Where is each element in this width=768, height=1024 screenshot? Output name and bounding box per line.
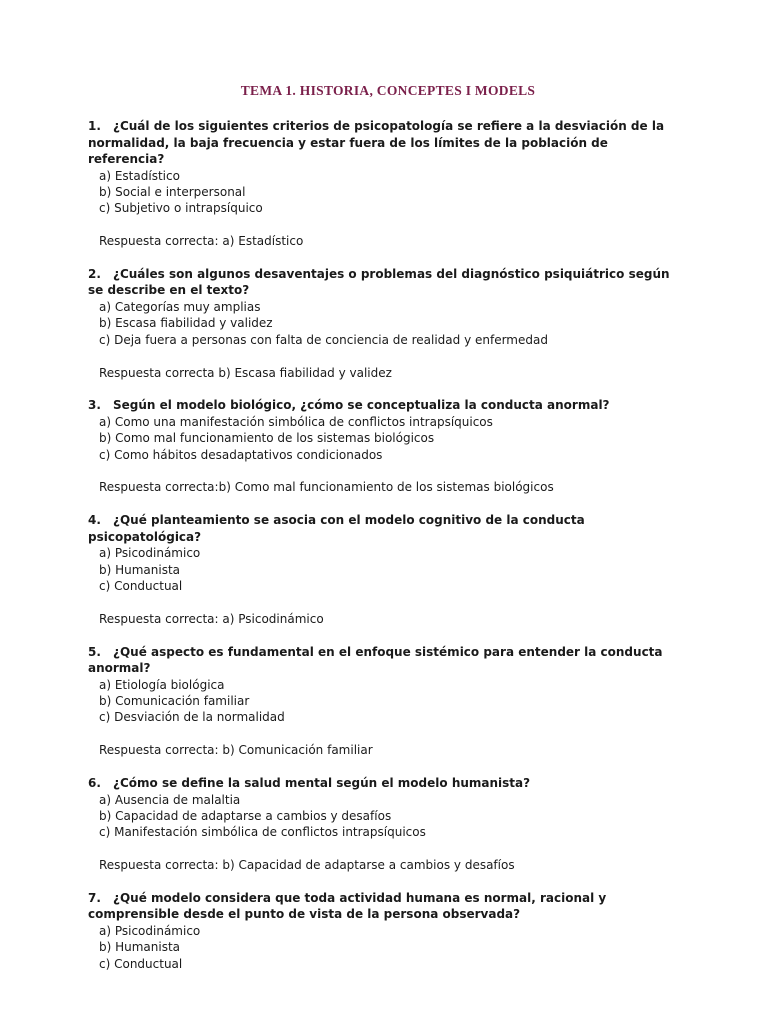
option-list bbox=[99, 168, 688, 217]
option-item: c) Deja fuera a personas con falta de conciencia de realidad y enfermedad bbox=[99, 332, 548, 347]
question-statement: ¿Cuál de los siguientes criterios de psicopatología se refiere a la desviación de la normalidad, la baja frecuencia y estar fuera de los límites de la población de referencia? bbox=[88, 119, 665, 166]
page-title: TEMA 1. HISTORIA, CONCEPTES I MODELS bbox=[240, 83, 536, 98]
question-statement: ¿Cómo se define la salud mental según el modelo humanista? bbox=[113, 776, 531, 791]
question-block-3 bbox=[88, 397, 688, 496]
option-list bbox=[99, 299, 688, 348]
option-item: a) Psicodinámico bbox=[99, 546, 201, 561]
question-statement: ¿Qué modelo considera que toda actividad humana es normal, racional y comprensible desde el punto de vista de la persona observada? bbox=[88, 890, 607, 922]
option-item: b) Humanista bbox=[99, 562, 181, 577]
question-text bbox=[88, 644, 688, 677]
option-item: b) Social e interpersonal bbox=[99, 184, 246, 199]
correct-answer: Respuesta correcta: b) Comunicación familiar bbox=[99, 743, 373, 758]
option-list bbox=[99, 792, 688, 841]
option-item: b) Capacidad de adaptarse a cambios y desafíos bbox=[99, 808, 392, 823]
correct-answer: Respuesta correcta:b) Como mal funcionamiento de los sistemas biológicos bbox=[99, 480, 554, 495]
option-item: b) Escasa fiabilidad y validez bbox=[99, 316, 273, 331]
option-list bbox=[99, 545, 688, 594]
question-block-5 bbox=[88, 644, 688, 759]
question-text bbox=[88, 775, 688, 792]
question-statement: ¿Cuáles son algunos desaventajes o problemas del diagnóstico psiquiátrico según se describe en el texto? bbox=[88, 266, 670, 298]
question-number: 6. bbox=[88, 776, 101, 791]
question-statement: ¿Qué aspecto es fundamental en el enfoque sistémico para entender la conducta anormal? bbox=[88, 644, 663, 676]
correct-answer: Respuesta correcta: a) Estadístico bbox=[99, 234, 304, 249]
question-block-6 bbox=[88, 775, 688, 874]
option-item: c) Subjetivo o intrapsíquico bbox=[99, 201, 263, 216]
option-item: b) Humanista bbox=[99, 940, 181, 955]
question-text bbox=[88, 118, 688, 168]
option-item: c) Conductual bbox=[99, 956, 183, 971]
question-block-7 bbox=[88, 890, 688, 972]
option-item: c) Como hábitos desadaptativos condicionados bbox=[99, 447, 383, 462]
option-item: a) Estadístico bbox=[99, 168, 180, 183]
correct-answer: Respuesta correcta: b) Capacidad de adaptarse a cambios y desafíos bbox=[99, 858, 515, 873]
option-item: a) Ausencia de malaltia bbox=[99, 792, 241, 807]
question-text bbox=[88, 512, 688, 545]
option-item: b) Comunicación familiar bbox=[99, 694, 250, 709]
option-list bbox=[99, 414, 688, 463]
option-list bbox=[99, 923, 688, 972]
question-list bbox=[88, 118, 688, 972]
option-list bbox=[99, 677, 688, 726]
question-block-2 bbox=[88, 266, 688, 381]
question-text bbox=[88, 266, 688, 299]
option-item: c) Desviación de la normalidad bbox=[99, 710, 285, 725]
question-number: 3. bbox=[88, 398, 101, 413]
question-number: 2. bbox=[88, 266, 101, 281]
option-item: a) Etiología biológica bbox=[99, 677, 225, 692]
option-item: b) Como mal funcionamiento de los sistemas biológicos bbox=[99, 431, 435, 446]
document-page bbox=[88, 82, 688, 988]
question-number: 1. bbox=[88, 119, 101, 133]
question-number: 7. bbox=[88, 890, 101, 905]
question-statement: ¿Qué planteamiento se asocia con el modelo cognitivo de la conducta psicopatológica? bbox=[88, 513, 585, 544]
option-item: a) Como una manifestación simbólica de conflictos intrapsíquicos bbox=[99, 414, 493, 429]
question-block-1 bbox=[88, 118, 688, 250]
question-statement: Según el modelo biológico, ¿cómo se conceptualiza la conducta anormal? bbox=[113, 398, 610, 413]
correct-answer: Respuesta correcta: a) Psicodinámico bbox=[99, 611, 324, 626]
question-number: 5. bbox=[88, 644, 101, 659]
question-text bbox=[88, 890, 688, 923]
option-item: c) Manifestación simbólica de conflictos intrapsíquicos bbox=[99, 825, 426, 840]
question-number: 4. bbox=[88, 513, 101, 528]
question-text bbox=[88, 397, 688, 414]
question-block-4 bbox=[88, 512, 688, 627]
correct-answer: Respuesta correcta b) Escasa fiabilidad y validez bbox=[99, 365, 392, 380]
option-item: a) Psicodinámico bbox=[99, 923, 201, 938]
option-item: c) Conductual bbox=[99, 579, 183, 594]
option-item: a) Categorías muy amplias bbox=[99, 299, 261, 314]
